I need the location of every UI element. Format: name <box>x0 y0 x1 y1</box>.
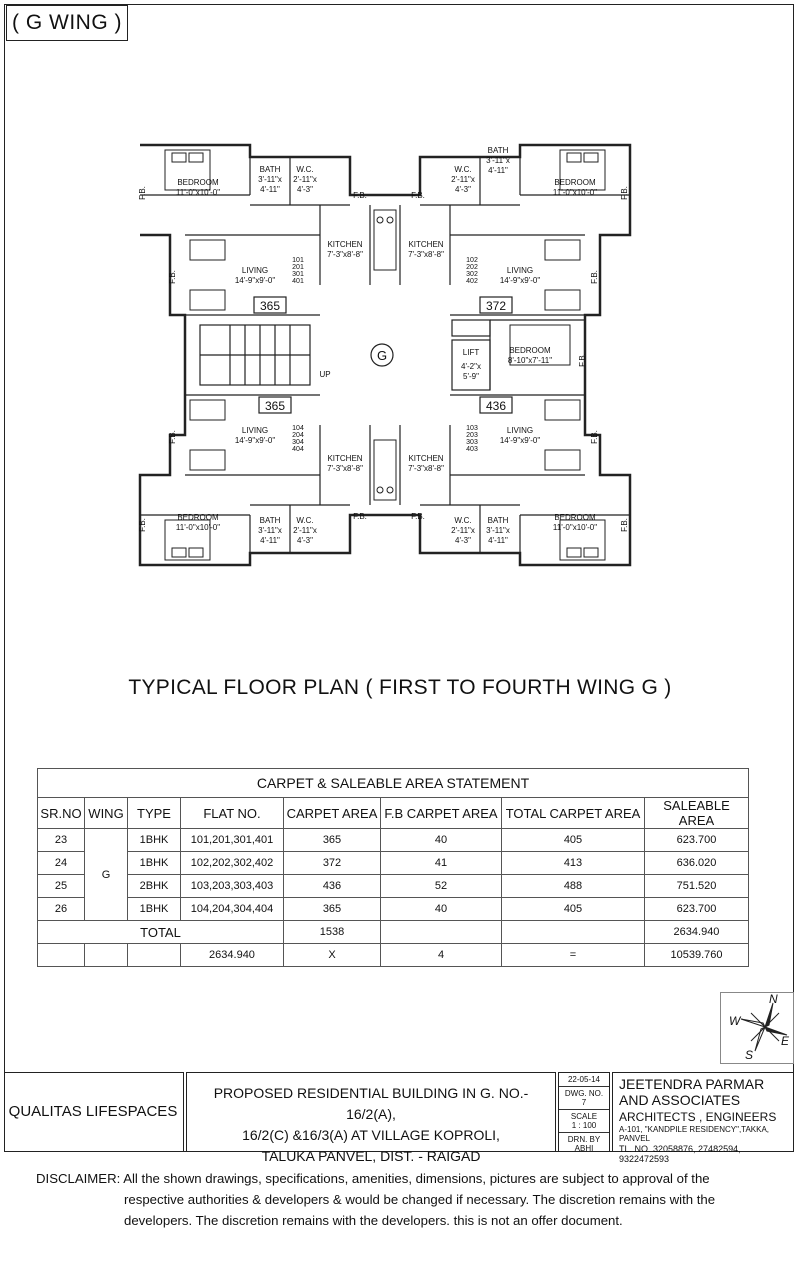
col-header: TYPE <box>128 798 181 829</box>
cell: 101,201,301,401 <box>181 829 284 852</box>
scale-label: SCALE <box>570 1112 598 1121</box>
cell: 488 <box>502 875 645 898</box>
flat-no: 203 <box>466 432 478 439</box>
dim-bedroom-mid: 8'-10"x7'-11" <box>507 356 553 365</box>
dim-wc-tl-a: 2'-11"x <box>293 175 317 184</box>
cell: 40 <box>381 898 502 921</box>
dim-kitchen-br: 7'-3"x8'-8" <box>408 464 444 473</box>
compass-rose-icon <box>721 993 793 1063</box>
flat-no: 202 <box>466 264 478 271</box>
label-living-tr: LIVING <box>506 266 534 275</box>
flat-no: 303 <box>466 439 478 446</box>
dim-lift-b: 5'-9" <box>463 372 479 381</box>
cell: 23 <box>38 829 85 852</box>
label-bath-tr: BATH <box>487 146 509 155</box>
drn-value: ABHI <box>574 1144 594 1153</box>
room-labels <box>138 146 629 545</box>
dwg-label: DWG. NO. <box>564 1089 604 1098</box>
dim-bedroom-tr: 11'-0"x10'-0" <box>552 188 598 197</box>
dim-bath-tr-b: 4'-11" <box>488 166 508 175</box>
dim-living-br: 14'-9"x9'-0" <box>499 436 541 445</box>
label-kitchen-bl: KITCHEN <box>327 454 363 463</box>
label-fb-12: F.B. <box>620 518 629 532</box>
label-wc-bl: W.C. <box>296 516 314 525</box>
cell: 102,202,302,402 <box>181 852 284 875</box>
label-fb-4: F.B. <box>411 512 425 521</box>
label-fb-6: F.B. <box>620 186 629 200</box>
firm-name: AND ASSOCIATES <box>619 1092 741 1108</box>
cell: 2BHK <box>128 875 181 898</box>
label-fb-5: F.B. <box>138 186 147 200</box>
label-fb-13: F.B. <box>578 353 587 367</box>
dim-wc-bl-b: 4'-3" <box>297 536 313 545</box>
label-bedroom-bl: BEDROOM <box>177 513 219 522</box>
dim-bath-bl-b: 4'-11" <box>260 536 280 545</box>
area-statement-table <box>37 768 749 967</box>
cell: 104,204,304,404 <box>181 898 284 921</box>
area-tag: 372 <box>485 299 507 313</box>
cell: 405 <box>502 898 645 921</box>
project-line: TALUKA PANVEL, DIST. - RAIGAD <box>261 1148 481 1164</box>
cell: 751.520 <box>645 875 749 898</box>
date: 22-05-14 <box>559 1073 609 1087</box>
dim-wc-br-a: 2'-11"x <box>451 526 475 535</box>
wing-cell: G <box>85 829 128 921</box>
cell <box>128 944 181 967</box>
label-fb-7: F.B. <box>168 270 177 284</box>
dim-wc-tr-a: 2'-11"x <box>451 175 475 184</box>
drawing-info-box <box>558 1072 610 1152</box>
dim-bedroom-bl: 11'-0"x10'-0" <box>175 523 221 532</box>
firm-name: JEETENDRA PARMAR <box>619 1076 765 1092</box>
cell: 623.700 <box>645 898 749 921</box>
cell: 1BHK <box>128 829 181 852</box>
col-header: SALEABLE AREA <box>645 798 749 829</box>
flat-no: 204 <box>292 432 304 439</box>
flat-no: 104 <box>292 425 304 432</box>
disclaimer <box>36 1168 776 1231</box>
compass-w: W <box>729 1014 741 1028</box>
scale-value: 1 : 100 <box>571 1121 597 1130</box>
dim-bedroom-tl: 11'-0"x10'-0" <box>175 188 221 197</box>
area-tag: 365 <box>259 299 281 313</box>
compass-n: N <box>769 993 778 1006</box>
disclaimer-line: developers. The discretion remains with the developers. this is not an offer document. <box>124 1213 623 1228</box>
dim-wc-tl-b: 4'-3" <box>297 185 313 194</box>
table-caption: CARPET & SALEABLE AREA STATEMENT <box>38 769 749 798</box>
col-header: CARPET AREA <box>284 798 381 829</box>
flat-no: 401 <box>292 278 304 285</box>
cell: 413 <box>502 852 645 875</box>
flat-no: 101 <box>292 257 304 264</box>
label-wc-br: W.C. <box>454 516 472 525</box>
dim-bath-bl-a: 3'-11"x <box>258 526 282 535</box>
label-bath-bl: BATH <box>259 516 281 525</box>
cell: 52 <box>381 875 502 898</box>
label-fb-9: F.B. <box>168 430 177 444</box>
dim-bath-br-a: 3'-11"x <box>486 526 510 535</box>
dim-bath-br-b: 4'-11" <box>488 536 508 545</box>
compass-s: S <box>745 1048 754 1062</box>
cell: 436 <box>284 875 381 898</box>
plan-title: TYPICAL FLOOR PLAN ( FIRST TO FOURTH WING G ) <box>128 676 672 699</box>
col-header: FLAT NO. <box>181 798 284 829</box>
flat-no: 201 <box>292 264 304 271</box>
project-line: 16/2(C) &16/3(A) AT VILLAGE KOPROLI, <box>242 1127 500 1143</box>
label-bedroom-mid: BEDROOM <box>509 346 551 355</box>
flat-no: 301 <box>292 271 304 278</box>
flat-no: 103 <box>466 425 478 432</box>
label-kitchen-tr: KITCHEN <box>408 240 444 249</box>
col-header: TOTAL CARPET AREA <box>502 798 645 829</box>
total-row <box>38 921 749 944</box>
flat-no: 403 <box>466 446 478 453</box>
wing-label: ( G WING ) <box>6 5 128 41</box>
area-tag: 436 <box>485 399 507 413</box>
cell: 1BHK <box>128 852 181 875</box>
firm-address: A-101, "KANDPILE RESIDENCY",TAKKA, PANVEL <box>619 1125 770 1143</box>
cell <box>85 944 128 967</box>
label-bath-br: BATH <box>487 516 509 525</box>
dim-wc-tr-b: 4'-3" <box>455 185 471 194</box>
col-header: WING <box>85 798 128 829</box>
calc-b: 4 <box>381 944 502 967</box>
cell: 1BHK <box>128 898 181 921</box>
client-name: QUALITAS LIFESPACES <box>8 1103 178 1120</box>
floor-plan <box>130 135 640 575</box>
cell: 372 <box>284 852 381 875</box>
flat-no: 404 <box>292 446 304 453</box>
project-line: PROPOSED RESIDENTIAL BUILDING IN G. NO.- 16/2(A), <box>213 1085 529 1122</box>
dim-living-tr: 14'-9"x9'-0" <box>499 276 541 285</box>
calc-a: 2634.940 <box>181 944 284 967</box>
compass-e: E <box>781 1034 790 1048</box>
dim-bath-tr-a: 3'-11"x <box>486 156 510 165</box>
core-label: G <box>376 348 388 363</box>
dim-bath-tl-b: 4'-11" <box>260 185 280 194</box>
area-tag: 365 <box>264 399 286 413</box>
dim-living-bl: 14'-9"x9'-0" <box>234 436 276 445</box>
dim-bedroom-br: 11'-0"x10'-0" <box>552 523 598 532</box>
firm-subtitle: ARCHITECTS , ENGINEERS <box>619 1110 777 1124</box>
label-fb-11: F.B. <box>138 518 147 532</box>
calc-x: X <box>284 944 381 967</box>
col-header: SR.NO <box>38 798 85 829</box>
table-row <box>38 852 749 875</box>
label-up: UP <box>319 370 331 379</box>
label-bedroom-br: BEDROOM <box>554 513 596 522</box>
cell: 103,203,303,403 <box>181 875 284 898</box>
disclaimer-line: DISCLAIMER: All the shown drawings, specifications, amenities, dimensions, pictures are subject to approval of the <box>36 1171 710 1186</box>
cell <box>38 944 85 967</box>
dim-kitchen-tl: 7'-3"x8'-8" <box>327 250 363 259</box>
cell <box>502 921 645 944</box>
flat-no: 304 <box>292 439 304 446</box>
label-wc-tr: W.C. <box>454 165 472 174</box>
firm-box <box>612 1072 794 1164</box>
label-living-br: LIVING <box>506 426 534 435</box>
label-bedroom-tl: BEDROOM <box>177 178 219 187</box>
table-row <box>38 829 749 852</box>
label-wc-tl: W.C. <box>296 165 314 174</box>
cell: 623.700 <box>645 829 749 852</box>
cell: 26 <box>38 898 85 921</box>
drn-label: DRN. BY <box>567 1135 601 1144</box>
label-kitchen-tl: KITCHEN <box>327 240 363 249</box>
cell: 40 <box>381 829 502 852</box>
disclaimer-line: respective authorities & developers & would be changed if necessary. The discretion remains with the <box>124 1192 716 1207</box>
flat-no: 102 <box>466 257 478 264</box>
label-bedroom-tr: BEDROOM <box>554 178 596 187</box>
label-bath-tl: BATH <box>259 165 281 174</box>
label-living-tl: LIVING <box>241 266 269 275</box>
client-box <box>4 1072 184 1152</box>
firm-phone: TL. NO. 32058876, 27482594, 9322472593 <box>619 1144 741 1164</box>
table-row <box>38 898 749 921</box>
flat-no: 302 <box>466 271 478 278</box>
cell: 25 <box>38 875 85 898</box>
total-saleable: 2634.940 <box>645 921 749 944</box>
cell <box>381 921 502 944</box>
calc-result: 10539.760 <box>645 944 749 967</box>
total-carpet: 1538 <box>284 921 381 944</box>
calc-eq: = <box>502 944 645 967</box>
label-fb-3: F.B. <box>353 512 367 521</box>
dim-lift-a: 4'-2"x <box>461 362 481 371</box>
flat-no: 402 <box>466 278 478 285</box>
dim-kitchen-tr: 7'-3"x8'-8" <box>408 250 444 259</box>
dim-wc-bl-a: 2'-11"x <box>293 526 317 535</box>
label-lift: LIFT <box>462 348 480 357</box>
col-header: F.B CARPET AREA <box>381 798 502 829</box>
compass <box>720 992 794 1064</box>
label-living-bl: LIVING <box>241 426 269 435</box>
dim-bath-tl-a: 3'-11"x <box>258 175 282 184</box>
table-row <box>38 875 749 898</box>
label-fb-8: F.B. <box>590 270 599 284</box>
label-fb-10: F.B. <box>590 430 599 444</box>
cell: 41 <box>381 852 502 875</box>
total-label: TOTAL <box>38 921 284 944</box>
dim-living-tl: 14'-9"x9'-0" <box>234 276 276 285</box>
label-kitchen-br: KITCHEN <box>408 454 444 463</box>
cell: 24 <box>38 852 85 875</box>
dim-kitchen-bl: 7'-3"x8'-8" <box>327 464 363 473</box>
project-box <box>186 1072 556 1164</box>
label-fb-2: F.B. <box>411 191 425 200</box>
dwg-no: 7 <box>581 1098 587 1107</box>
cell: 365 <box>284 898 381 921</box>
cell: 365 <box>284 829 381 852</box>
dim-wc-br-b: 4'-3" <box>455 536 471 545</box>
label-fb-1: F.B. <box>353 191 367 200</box>
cell: 405 <box>502 829 645 852</box>
cell: 636.020 <box>645 852 749 875</box>
calc-row <box>38 944 749 967</box>
